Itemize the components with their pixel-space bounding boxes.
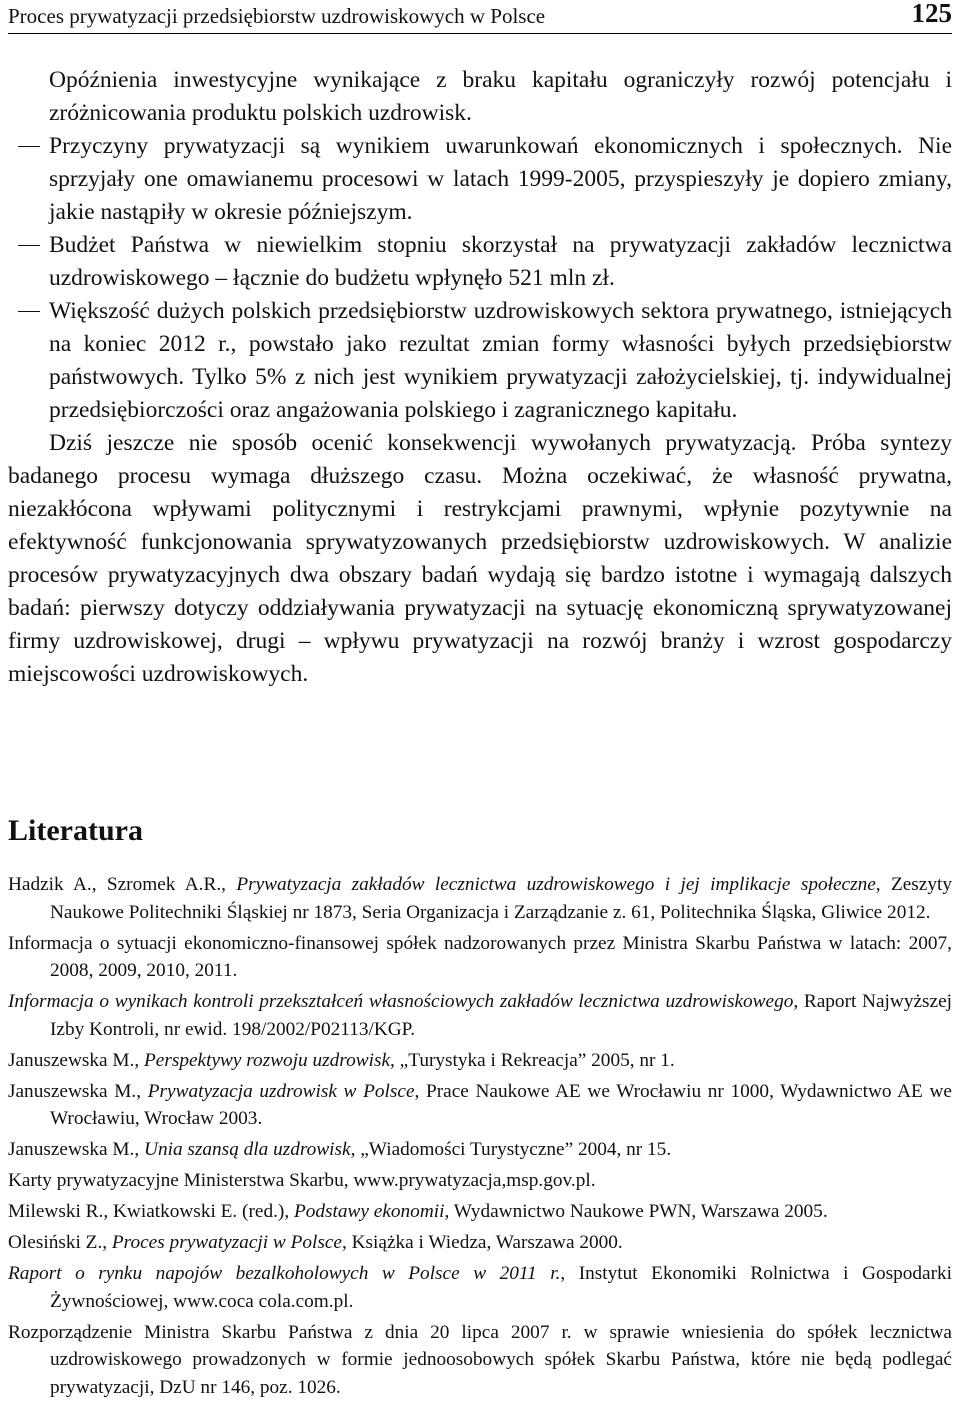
reference-authors: Olesiński Z., <box>8 1232 112 1253</box>
reference-item <box>8 1078 952 1133</box>
page-number: 125 <box>911 0 952 28</box>
reference-item <box>8 1136 952 1164</box>
running-title: Proces prywatyzacji przedsiębiorstw uzdrowiskowych w Polsce <box>8 4 546 28</box>
reference-title: Informacja o wynikach kontroli przekształceń własnościowych zakładów lecznictwa uzdrowiskowego, <box>8 991 799 1012</box>
reference-details: , Zeszyty Naukowe Politechniki Śląskiej nr 1873, Seria Organizacja i Zarządzanie z. 61, Politechnika Śląska, Gliwice 2012. <box>50 874 952 923</box>
reference-title: Prywatyzacja zakładów lecznictwa uzdrowiskowego i jej implikacje społeczne <box>236 874 876 895</box>
conclusion-bullet <box>8 295 952 427</box>
reference-item <box>8 1167 952 1195</box>
conclusion-bullet-text: Budżet Państwa w niewielkim stopniu skorzystał na prywatyzacji zakładów lecznictwa uzdrowiskowego – łącznie do budżetu wpłynęło 521 mln zł. <box>49 232 952 291</box>
reference-authors: Rozporządzenie Ministra Skarbu Państwa z dnia 20 lipca 2007 r. w sprawie wniesienia do spółek lecznictwa uzdrowiskowego prowadzonych w formie jednoosobowych spółek Skarbu Państwa, które nie będą podlegać prywatyzacji, DzU nr 146, poz. 1026. <box>8 1321 952 1398</box>
conclusion-bullet-text: Przyczyny prywatyzacji są wynikiem uwarunkowań ekonomicznych i społecznych. Nie sprzyjały one omawianemu procesowi w latach 1999-2005, przyspieszyły je dopiero zmiany, jakie nastąpiły w okresie późniejszym. <box>49 133 952 225</box>
reference-details: , Prace Naukowe AE we Wrocławiu nr 1000, Wydawnictwo AE we Wrocławiu, Wrocław 2003. <box>50 1080 952 1129</box>
reference-title: Proces prywatyzacji w Polsce <box>111 1232 342 1253</box>
reference-authors: Hadzik A., Szromek A.R., <box>8 874 237 895</box>
reference-list <box>8 871 952 1405</box>
reference-details: , Wydawnictwo Naukowe PWN, Warszawa 2005. <box>444 1201 828 1222</box>
reference-title: Prywatyzacja uzdrowisk w Polsce <box>147 1080 415 1102</box>
reference-details: Raport Najwyższej Izby Kontroli, nr ewid. 198/2002/P02113/KGP. <box>50 991 952 1040</box>
body-text <box>8 64 952 691</box>
reference-authors: Januszewska M., <box>8 1080 148 1102</box>
reference-details: , Książka i Wiedza, Warszawa 2000. <box>341 1232 623 1253</box>
reference-item <box>8 1260 952 1315</box>
reference-item <box>8 871 952 926</box>
reference-title: Unia szansą dla uzdrowisk <box>144 1139 351 1160</box>
reference-item <box>8 1198 952 1226</box>
reference-authors: Karty prywatyzacyjne Ministerstwa Skarbu, www.prywatyzacja,msp.gov.pl. <box>8 1170 596 1191</box>
running-header <box>8 0 952 34</box>
reference-authors: Januszewska M., <box>8 1139 145 1160</box>
closing-paragraph: Dziś jeszcze nie sposób ocenić konsekwencji wywołanych prywatyzacją. Próba syntezy badanego procesu wymaga dłuższego czasu. Można oczekiwać, że własność prywatna, niezakłócona wpływami politycznymi i restrykcjami prawnymi, wpłynie pozytywnie na efektywność funkcjonowania sprywatyzowanych przedsiębiorstw uzdrowiskowych. W analizie procesów prywatyzacyjnych dwa obszary badań wydają się bardzo istotne i wymagają dalszych badań: pierwszy dotyczy oddziaływania prywatyzacji na sytuację ekonomiczną sprywatyzowanej firmy uzdrowiskowej, drugi – wpływu prywatyzacji na rozwój branży i wzrost gospodarczy miejscowości uzdrowiskowych. <box>8 430 952 687</box>
reference-item <box>8 930 952 985</box>
reference-details: , „Turystyka i Rekreacja” 2005, nr 1. <box>390 1049 675 1071</box>
reference-authors: Milewski R., Kwiatkowski E. (red.), <box>8 1201 294 1222</box>
reference-details: , „Wiadomości Turystyczne” 2004, nr 15. <box>350 1139 672 1160</box>
dash-icon <box>18 146 40 147</box>
reference-authors: Informacja o sytuacji ekonomiczno-finansowej spółek nadzorowanych przez Ministra Skarbu Państwa w latach: 2007, 2008, 2009, 2010, 2011. <box>8 932 952 981</box>
reference-title: Perspektywy rozwoju uzdrowisk <box>144 1049 391 1071</box>
continuation-paragraph: Opóźnienia inwestycyjne wynikające z braku kapitału ograniczyły rozwój potencjału i zróżnicowania produktu polskich uzdrowisk. <box>49 67 952 126</box>
dash-icon <box>18 245 40 246</box>
conclusion-bullet-text: Większość dużych polskich przedsiębiorstw uzdrowiskowych sektora prywatnego, istniejących na koniec 2012 r., powstało jako rezultat zmian formy własności byłych przedsiębiorstw państwowych. Tylko 5% z nich jest wynikiem prywatyzacji założycielskiej, tj. indywidualnej przedsiębiorczości oraz angażowania polskiego i zagranicznego kapitału. <box>49 298 952 423</box>
reference-item <box>8 1047 952 1075</box>
reference-item <box>8 1229 952 1257</box>
reference-item <box>8 988 952 1043</box>
conclusion-bullet <box>8 229 952 295</box>
reference-title: Podstawy ekonomii <box>293 1201 445 1222</box>
literature-heading: Literatura <box>8 814 143 847</box>
reference-item <box>8 1319 952 1402</box>
reference-details: , Instytut Ekonomiki Rolnictwa i Gospodarki Żywnościowej, www.coca cola.com.pl. <box>50 1263 952 1312</box>
reference-authors: Januszewska M., <box>8 1049 145 1071</box>
dash-icon <box>18 311 40 312</box>
reference-title: Raport o rynku napojów bezalkoholowych w Polsce w 2011 r. <box>8 1263 561 1284</box>
conclusion-bullet <box>8 130 952 229</box>
